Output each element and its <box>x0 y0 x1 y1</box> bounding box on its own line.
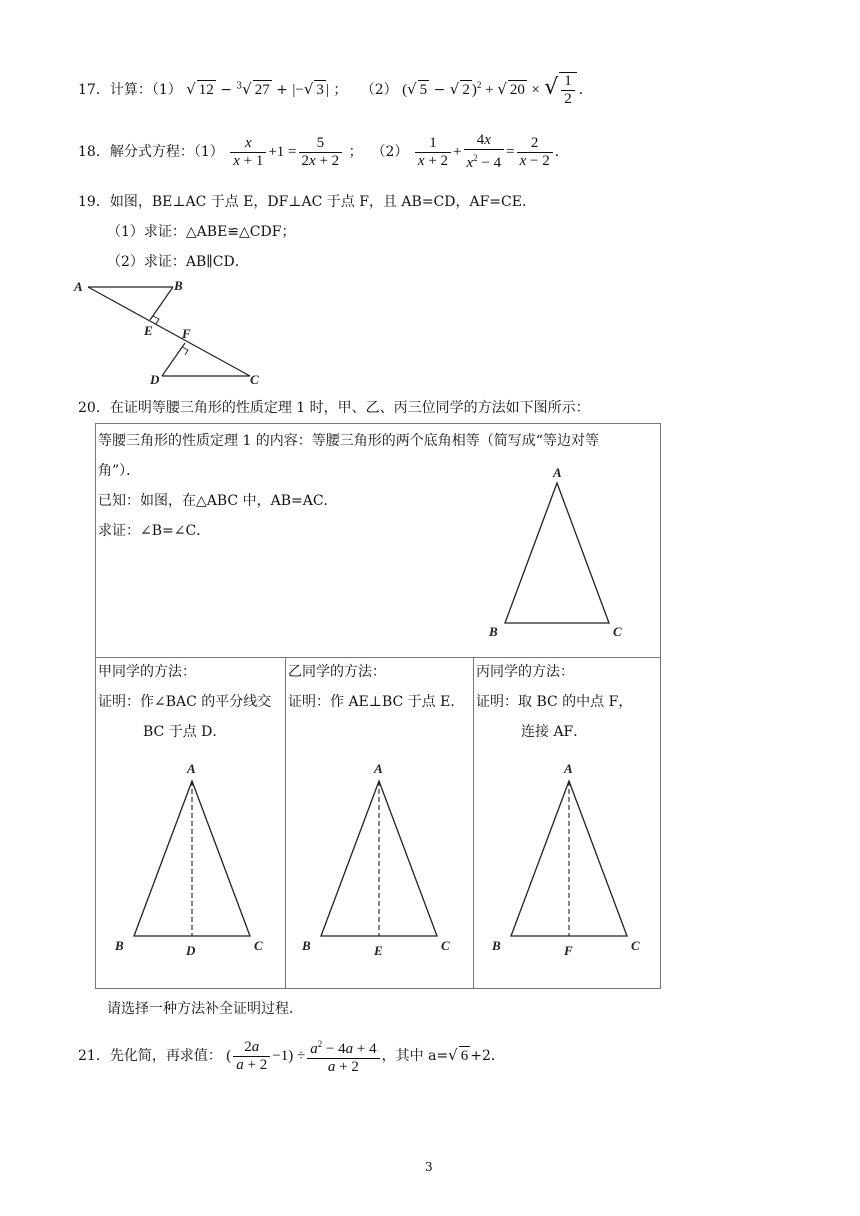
label-d: D <box>150 372 160 387</box>
q18-line <box>78 132 569 172</box>
q19-sub1: （1）求证：△ABE≌△CDF； <box>107 224 296 240</box>
prove-text: 求证：∠B=∠C． <box>98 523 211 539</box>
label-e: E <box>144 323 153 338</box>
q18-eq2: $\frac{1}{x + 2}$ + $\frac{4x}{x^2 - 4}$ = $\frac{2}{x - 2}$ <box>413 144 555 160</box>
label-c: C <box>254 938 263 953</box>
q18-number: 18． <box>78 144 110 160</box>
label-b: B <box>302 938 311 953</box>
q17-separator: ； <box>333 82 348 98</box>
method-jia-figure <box>106 759 281 959</box>
q20-intro: 20．在证明等腰三角形的性质定理 1 时，甲、乙、丙三位同学的方法如下图所示： <box>78 400 590 416</box>
method-bing-title: 丙同学的方法： <box>476 664 574 680</box>
q17-number: 17． <box>78 82 110 98</box>
method-yi-line1: 证明：作 AE⊥BC 于点 E． <box>288 694 465 710</box>
label-b: B <box>115 938 124 953</box>
method-jia-line1: 证明：作∠BAC 的平分线交 <box>98 694 272 710</box>
segment-be <box>150 287 173 320</box>
q17-label: 计算： <box>109 82 152 98</box>
q20-table <box>95 423 661 989</box>
right-angle-f <box>182 347 188 355</box>
q18-label: 解分式方程： <box>109 144 194 160</box>
q21-where: ，其中 a= <box>381 1048 449 1064</box>
method-jia-title: 甲同学的方法： <box>98 664 196 680</box>
q18-eq1: $\frac{x}{x + 1}$ +1 = $\frac{5}{2x + 2}$ <box>228 144 344 160</box>
label-c: C <box>613 624 622 639</box>
q17-expr2: (√ 5 − √ 2 )$^2$ + √ 20 × √ $\frac{1}{2}$ <box>402 82 579 98</box>
label-f: F <box>182 326 191 341</box>
label-b: B <box>174 278 183 293</box>
q17-part1-label: （1） <box>151 82 182 98</box>
q18-part1-label: （1） <box>193 144 224 160</box>
label-b: B <box>489 624 498 639</box>
segment-df <box>162 343 185 376</box>
label-d: D <box>186 943 196 958</box>
label-a: A <box>74 279 83 294</box>
top-triangle-figure <box>481 459 631 644</box>
q19-statement: 19．如图，BE⊥AC 于点 E，DF⊥AC 于点 F，且 AB=CD，AF=CE． <box>78 194 536 210</box>
q21-label: 先化简，再求值： <box>109 1048 222 1064</box>
q19-sub2: （2）求证：AB∥CD． <box>107 254 249 270</box>
q18-separator: ； <box>348 144 363 160</box>
segment-ac <box>88 287 250 376</box>
method-jia-line2: BC 于点 D． <box>143 724 227 740</box>
q17-expr1: √ 12 − $^3$√ 27 + |−√ 3 | <box>186 80 329 98</box>
q21-tail: +2． <box>470 1048 505 1064</box>
label-c: C <box>441 938 450 953</box>
q17-end: ． <box>578 82 593 98</box>
label-a: A <box>187 761 196 776</box>
q20-instruction: 请选择一种方法补全证明过程． <box>107 1001 303 1017</box>
label-a: A <box>374 761 383 776</box>
label-e: E <box>374 943 383 958</box>
table-divider-1 <box>285 657 286 988</box>
method-bing-line2: 连接 AF． <box>521 724 588 740</box>
label-c: C <box>250 372 259 387</box>
q17-line <box>78 72 593 108</box>
method-bing-line1: 证明：取 BC 的中点 F， <box>476 694 633 710</box>
q21-number: 21． <box>78 1048 110 1064</box>
q18-part2-label: （2） <box>371 144 409 160</box>
method-yi-title: 乙同学的方法： <box>288 664 386 680</box>
q18-end: ． <box>554 144 569 160</box>
q21-line: 21．先化简，再求值： ( $\frac{2a}{a + 2}$ −1) ÷ $\frac{a^2 - 4a + 4}{a + 2}$ ，其中 a=√ 6 +2． <box>78 1036 505 1076</box>
given-text: 已知：如图，在△ABC 中，AB=AC． <box>98 493 338 509</box>
method-bing-figure <box>483 759 658 959</box>
label-a: A <box>553 465 562 480</box>
method-yi-figure <box>293 759 468 959</box>
table-divider-2 <box>473 657 474 988</box>
q19-figure <box>70 276 270 388</box>
q21-expr: ( $\frac{2a}{a + 2}$ −1) ÷ $\frac{a^2 - 4a + 4}{a + 2}$ <box>226 1048 381 1064</box>
q17-part2-label: （2） <box>360 82 398 98</box>
triangle-abc <box>505 483 609 623</box>
label-c: C <box>631 938 640 953</box>
label-a: A <box>564 761 573 776</box>
label-b: B <box>492 938 501 953</box>
label-f: F <box>564 943 573 958</box>
page-number: 3 <box>425 1160 433 1174</box>
theorem-line1: 等腰三角形的性质定理 1 的内容：等腰三角形的两个底角相等（简写成“等边对等 <box>98 433 599 449</box>
theorem-line2: 角”）． <box>98 463 141 479</box>
